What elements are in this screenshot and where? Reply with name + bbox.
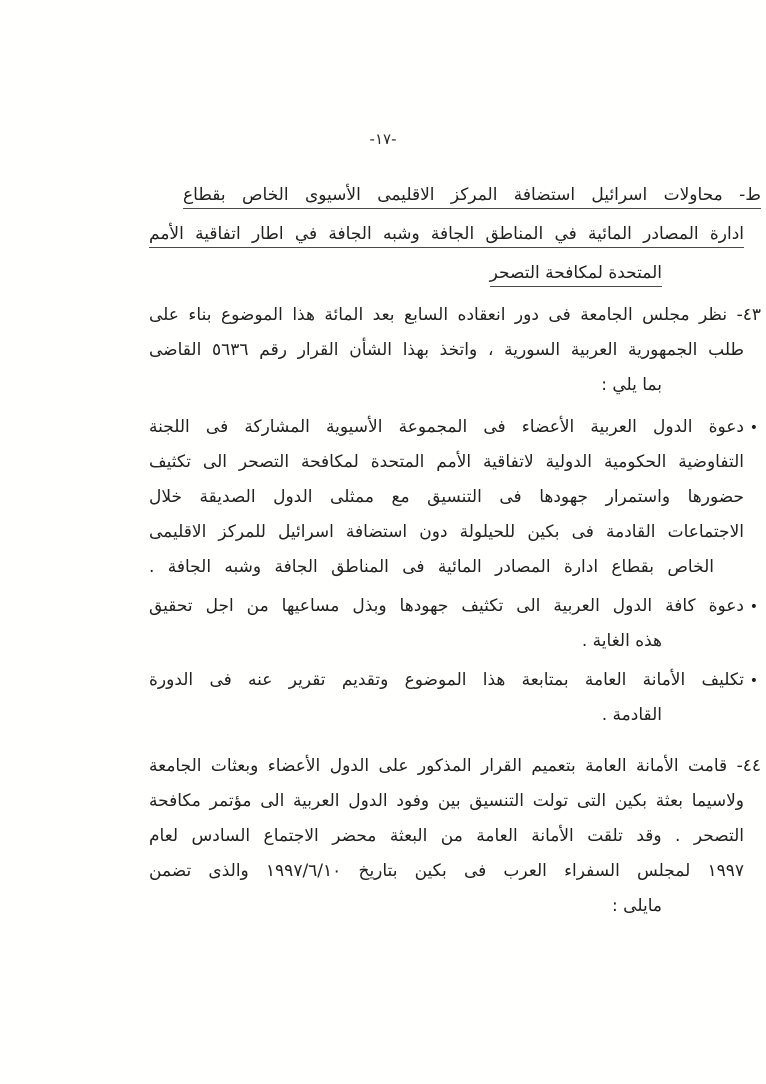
document-text-block bbox=[149, 176, 761, 924]
paragraph-43 bbox=[149, 298, 761, 403]
heading-line: المتحدة لمكافحة التصحر bbox=[149, 254, 744, 293]
bullet-dot-icon: • bbox=[749, 420, 758, 436]
list-item bbox=[149, 589, 758, 659]
bullet-line-text: دعوة كافة الدول العربية الى تكثيف جهودها وبذل مساعيها من اجل تحقيق bbox=[149, 596, 744, 616]
paragraph-line: ولاسيما بعثة بكين التى تولت التنسيق بين وفود الدول العربية الى مؤتمر مكافحة bbox=[149, 791, 744, 811]
bullet-line bbox=[149, 663, 758, 698]
section-heading bbox=[149, 176, 761, 293]
heading-line: ادارة المصادر المائية في المناطق الجافة وشبه الجافة في اطار اتفاقية الأمم bbox=[149, 215, 744, 254]
paragraph-44 bbox=[149, 749, 761, 924]
bullet-line-text: دعوة الدول العربية الأعضاء فى المجموعة الأسيوية المشاركة فى اللجنة bbox=[149, 417, 744, 437]
bullet-line bbox=[149, 589, 758, 624]
paragraph-line: مايلى : bbox=[612, 896, 662, 916]
paragraph-line: التصحر . وقد تلقت الأمانة العامة من البعثة محضر الاجتماع السادس لعام bbox=[149, 826, 744, 846]
bullet-line bbox=[149, 410, 758, 445]
bullet-dot-icon: • bbox=[749, 673, 758, 689]
bullet-line: الخاص بقطاع ادارة المصادر المائية فى المناطق الجافة وشبه الجافة . bbox=[149, 557, 714, 577]
paragraph-line: طلب الجمهورية العربية السورية ، واتخذ بهذا الشأن القرار رقم ٥٦٣٦ القاضى bbox=[149, 340, 744, 360]
page-number: -١٧- bbox=[369, 130, 397, 148]
resolution-clauses-list bbox=[149, 410, 758, 733]
bullet-line: هذه الغاية . bbox=[581, 631, 662, 651]
paragraph-line: ١٩٩٧ لمجلس السفراء العرب فى بكين بتاريخ ١٩٩٧/٦/١٠ والذى تضمن bbox=[149, 861, 744, 881]
list-item bbox=[149, 410, 758, 585]
list-item bbox=[149, 663, 758, 733]
bullet-line: الاجتماعات القادمة فى بكين للحيلولة دون استضافة اسرائيل للمركز الاقليمى bbox=[149, 522, 744, 542]
paragraph-line: بما يلي : bbox=[601, 375, 662, 395]
bullet-line: القادمة . bbox=[601, 705, 662, 725]
paragraph-line: ٤٣- نظر مجلس الجامعة فى دور انعقاده السابع بعد المائة هذا الموضوع بناء على bbox=[149, 305, 761, 325]
bullet-line: التفاوضية الحكومية الدولية لاتفاقية الأمم المتحدة لمكافحة التصحر الى تكثيف bbox=[149, 452, 744, 472]
heading-line: ط- محاولات اسرائيل استضافة المركز الاقليمى الأسيوى الخاص بقطاع bbox=[149, 176, 744, 215]
bullet-dot-icon: • bbox=[749, 599, 758, 615]
bullet-line: حضورها واستمرار جهودها فى التنسيق مع ممثلى الدول الصديقة خلال bbox=[149, 487, 744, 507]
paragraph-line: ٤٤- قامت الأمانة العامة بتعميم القرار المذكور على الدول الأعضاء وبعثات الجامعة bbox=[149, 756, 761, 776]
bullet-line-text: تكليف الأمانة العامة بمتابعة هذا الموضوع وتقديم تقرير عنه فى الدورة bbox=[149, 670, 744, 690]
